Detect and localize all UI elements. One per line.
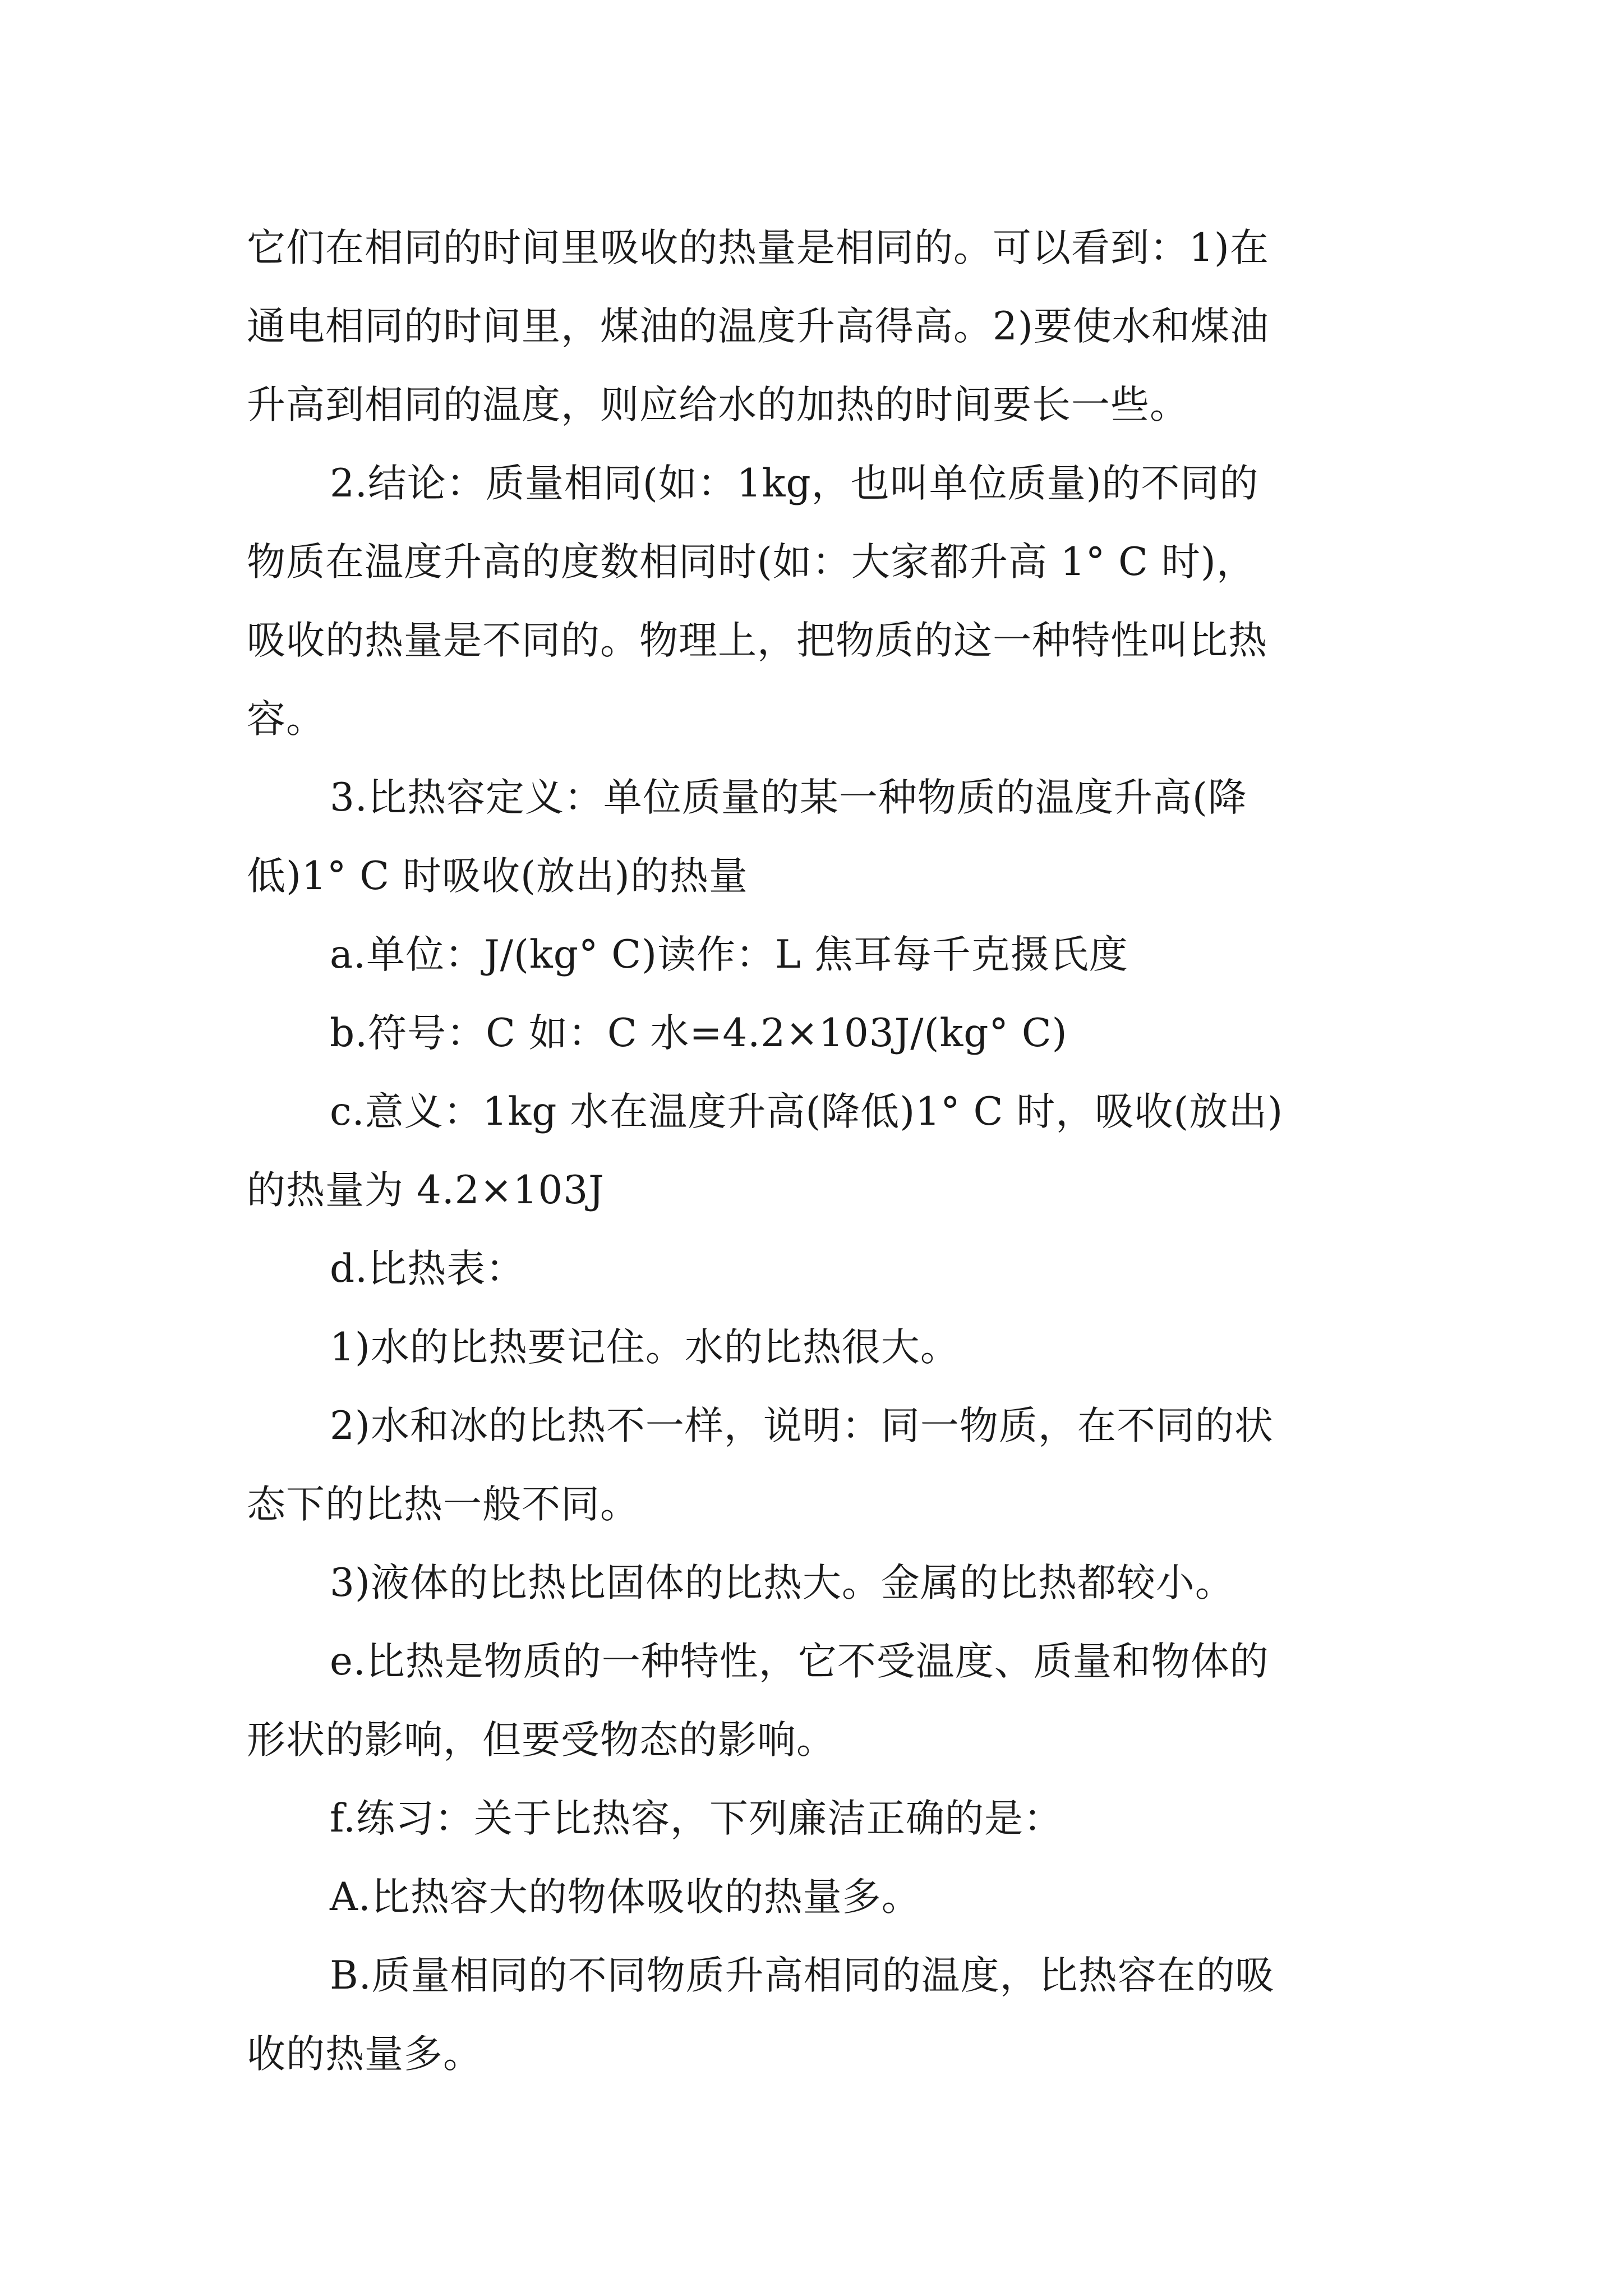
text-line: B.质量相同的不同物质升高相同的温度，比热容在的吸 <box>330 1953 1275 1998</box>
text-line: 收的热量多。 <box>247 2032 482 2077</box>
text-line: 通电相同的时间里，煤油的温度升高得高。2)要使水和煤油 <box>247 304 1269 349</box>
text-line: 3.比热容定义：单位质量的某一种物质的温度升高(降 <box>330 775 1247 820</box>
text-line: A.比热容大的物体吸收的热量多。 <box>330 1875 921 1920</box>
text-line: b.符号：C 如：C 水=4.2×103J/(kg° C) <box>330 1011 1068 1056</box>
text-line: c.意义：1kg 水在温度升高(降低)1° C 时，吸收(放出) <box>330 1089 1284 1134</box>
text-line: d.比热表： <box>330 1246 525 1291</box>
text-line: 2)水和冰的比热不一样，说明：同一物质，在不同的状 <box>330 1404 1274 1448</box>
text-line: 它们在相同的时间里吸收的热量是相同的。可以看到：1)在 <box>247 226 1269 270</box>
text-line: 1)水的比热要记住。水的比热很大。 <box>330 1325 960 1370</box>
text-line: 3)液体的比热比固体的比热大。金属的比热都较小。 <box>330 1561 1234 1605</box>
text-line: a.单位：J/(kg° C)读作：L 焦耳每千克摄氏度 <box>330 932 1128 977</box>
text-line: 低)1° C 时吸收(放出)的热量 <box>247 854 748 899</box>
text-line: 2.结论：质量相同(如：1kg，也叫单位质量)的不同的 <box>330 461 1259 506</box>
text-line: 物质在温度升高的度数相同时(如：大家都升高 1° C 时)， <box>247 540 1256 585</box>
text-line: 态下的比热一般不同。 <box>247 1482 639 1527</box>
text-line: 容。 <box>247 697 325 742</box>
text-line: 吸收的热量是不同的。物理上，把物质的这一种特性叫比热 <box>247 618 1267 663</box>
text-line: e.比热是物质的一种特性，它不受温度、质量和物体的 <box>330 1639 1269 1684</box>
text-line: 形状的影响，但要受物态的影响。 <box>247 1718 836 1763</box>
text-line: 升高到相同的温度，则应给水的加热的时间要长一些。 <box>247 383 1189 427</box>
text-line: 的热量为 4.2×103J <box>247 1168 605 1213</box>
text-line: f.练习：关于比热容，下列廉洁正确的是： <box>330 1796 1063 1841</box>
